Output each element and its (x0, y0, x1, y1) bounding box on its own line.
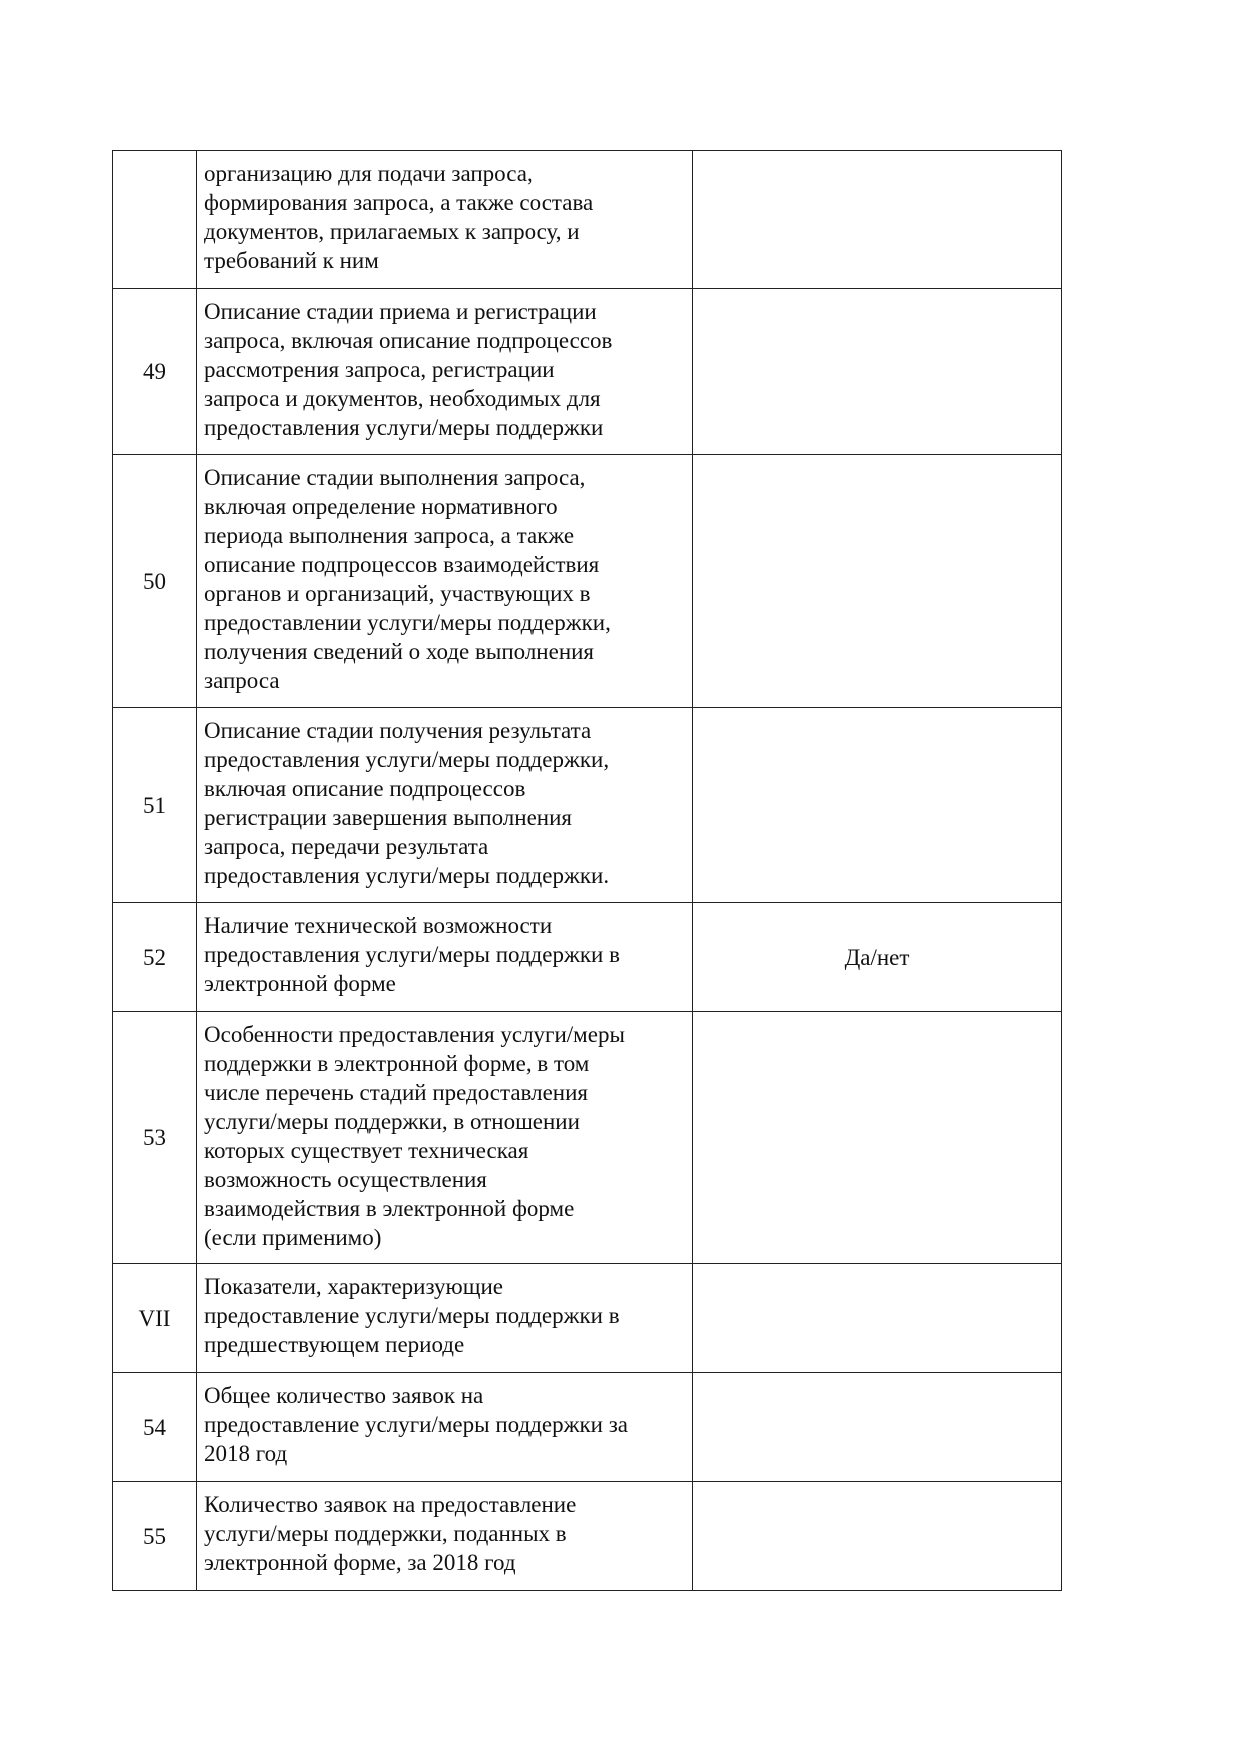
row-description-cell (197, 1373, 693, 1482)
row-description-text: Описание стадии получения результата предоставления услуги/меры поддержки, включая описание подпроцессов регистрации завершения выполнения запроса, передачи результата предоставления услуги/меры поддержки. (204, 718, 610, 888)
row-value-cell (693, 708, 1062, 903)
row-description-text: Описание стадии приема и регистрации запроса, включая описание подпроцессов рассмотрения запроса, регистрации запроса и документов, необходимых для предоставления услуги/меры поддержки (204, 299, 613, 440)
row-number-cell: 49 (113, 289, 197, 455)
row-number-cell: 53 (113, 1012, 197, 1264)
table-row (113, 1012, 1062, 1264)
row-description-cell (197, 903, 693, 1012)
row-description-text: Общее количество заявок на предоставление услуги/меры поддержки за 2018 год (204, 1383, 629, 1466)
row-number-cell: 54 (113, 1373, 197, 1482)
row-number-cell: 55 (113, 1482, 197, 1591)
table-row (113, 289, 1062, 455)
row-description-text: Показатели, характеризующие предоставление услуги/меры поддержки в предшествующем периоде (204, 1274, 620, 1357)
table-row (113, 1482, 1062, 1591)
row-number-cell: 50 (113, 455, 197, 708)
row-value-cell (693, 1482, 1062, 1591)
row-value-cell (693, 289, 1062, 455)
row-value-cell (693, 151, 1062, 289)
row-description-text: Количество заявок на предоставление услуги/меры поддержки, поданных в электронной форме, за 2018 год (204, 1492, 577, 1575)
row-value-cell (693, 1264, 1062, 1373)
row-description-cell (197, 708, 693, 903)
table-row (113, 1264, 1062, 1373)
table-row (113, 708, 1062, 903)
row-description-cell (197, 1482, 693, 1591)
row-description-text: Особенности предоставления услуги/меры поддержки в электронной форме, в том числе перечень стадий предоставления услуги/меры поддержки, в отношении которых существует техническая возможность осуществления взаимодействия в электронной форме (если применимо) (204, 1022, 625, 1250)
row-value-cell (693, 455, 1062, 708)
row-description-cell (197, 151, 693, 289)
table-row (113, 455, 1062, 708)
row-description-text: Описание стадии выполнения запроса, включая определение нормативного периода выполнения запроса, а также описание подпроцессов взаимодействия органов и организаций, участвующих в предоставлении услуги/меры поддержки, получения сведений о ходе выполнения запроса (204, 465, 611, 693)
row-description-cell (197, 455, 693, 708)
table-row (113, 1373, 1062, 1482)
row-description-cell (197, 1012, 693, 1264)
row-number-cell (113, 151, 197, 289)
row-description-text: Наличие технической возможности предоставления услуги/меры поддержки в электронной форме (204, 913, 620, 996)
row-description-cell (197, 289, 693, 455)
table-row (113, 151, 1062, 289)
row-number-cell: 52 (113, 903, 197, 1012)
service-description-table (112, 150, 1062, 1591)
row-value-cell: Да/нет (693, 903, 1062, 1012)
row-number-cell: VII (113, 1264, 197, 1373)
row-number-cell: 51 (113, 708, 197, 903)
table-row (113, 903, 1062, 1012)
row-description-text: организацию для подачи запроса, формирования запроса, а также состава документов, прилагаемых к запросу, и требований к ним (204, 161, 594, 273)
row-value-cell (693, 1373, 1062, 1482)
row-description-cell (197, 1264, 693, 1373)
row-value-cell (693, 1012, 1062, 1264)
